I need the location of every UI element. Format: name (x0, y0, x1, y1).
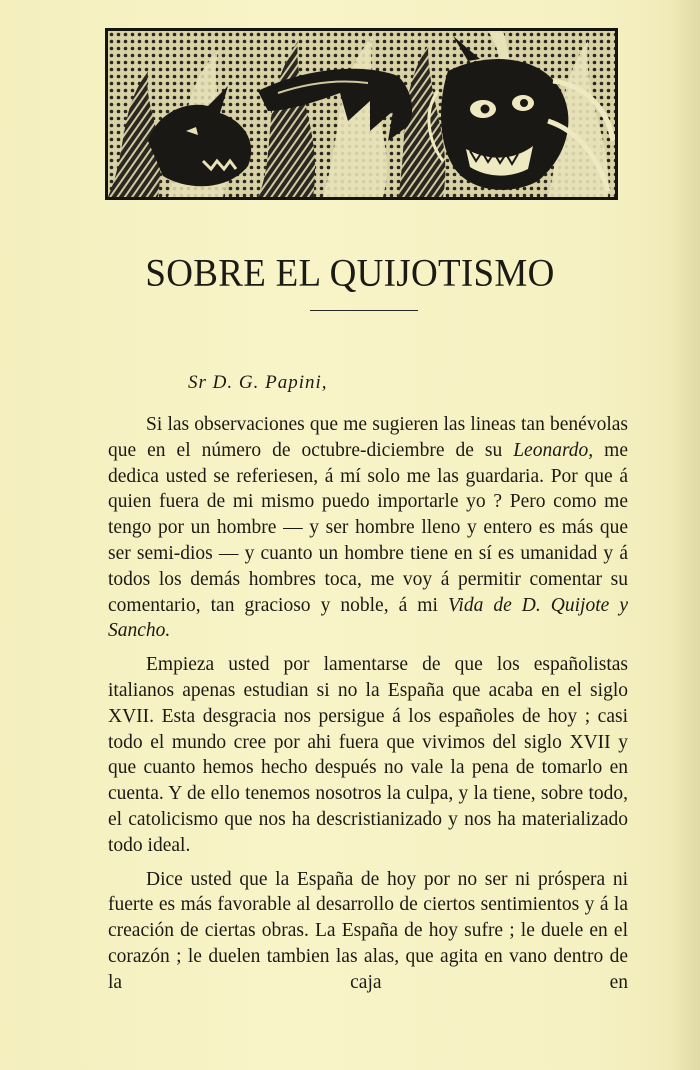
article-title: SOBRE EL QUIJOTISMO (145, 251, 555, 296)
paragraph-1-title-leonardo: Leonardo, (513, 439, 594, 461)
page-gutter-shadow (672, 0, 700, 1070)
woodcut-header-illustration (105, 28, 618, 200)
title-underline-rule (310, 310, 418, 311)
salutation: Sr D. G. Papini, (188, 372, 328, 393)
paragraph-1 (108, 412, 628, 644)
paragraph-1-text-b: me dedica usted se referiesen, á mí solo me las guardaria. Por que á quien fuera de mi mismo puedo importarle yo ? Pero como me tengo por un hombre — y ser hombre lleno y entero es más que ser semi-dios — y cuanto un hombre tiene en sí es umanidad y á todos los demás hombres toca, me voy á permitir comentar su comentario, tan gracioso y noble, á mi (108, 439, 628, 616)
paragraph-1-book-title: Vida de D. Quijote y Sancho. (108, 594, 628, 642)
article-body (108, 412, 628, 996)
paragraph-2: Empieza usted por lamentarse de que los españolistas italianos apenas estudian si no la España que acaba en el siglo XVII. Esta desgracia nos persigue á los españoles de hoy ; casi todo el mundo cree por ahi fuera que vivimos del siglo XVII y que cuanto hemos hecho después no vale la pena de tomarlo en cuenta. Y de ello tenemos nosotros la culpa, y la tiene, sobre todo, el catolicismo que nos ha descristianizado y nos ha materializado todo ideal. (108, 654, 628, 856)
paragraph-3: Dice usted que la España de hoy por no ser ni próspera ni fuerte es más favorable al desarrollo de ciertos sentimientos y á la creación de ciertas obras. La España de hoy sufre ; le duele en el corazón ; le duelen tambien las alas, que agita en vano dentro de la caja en (108, 868, 628, 993)
paragraph-1-text-a: Si las observaciones que me sugieren las lineas tan benévolas que en el número de octubre-diciembre de su (108, 414, 628, 461)
